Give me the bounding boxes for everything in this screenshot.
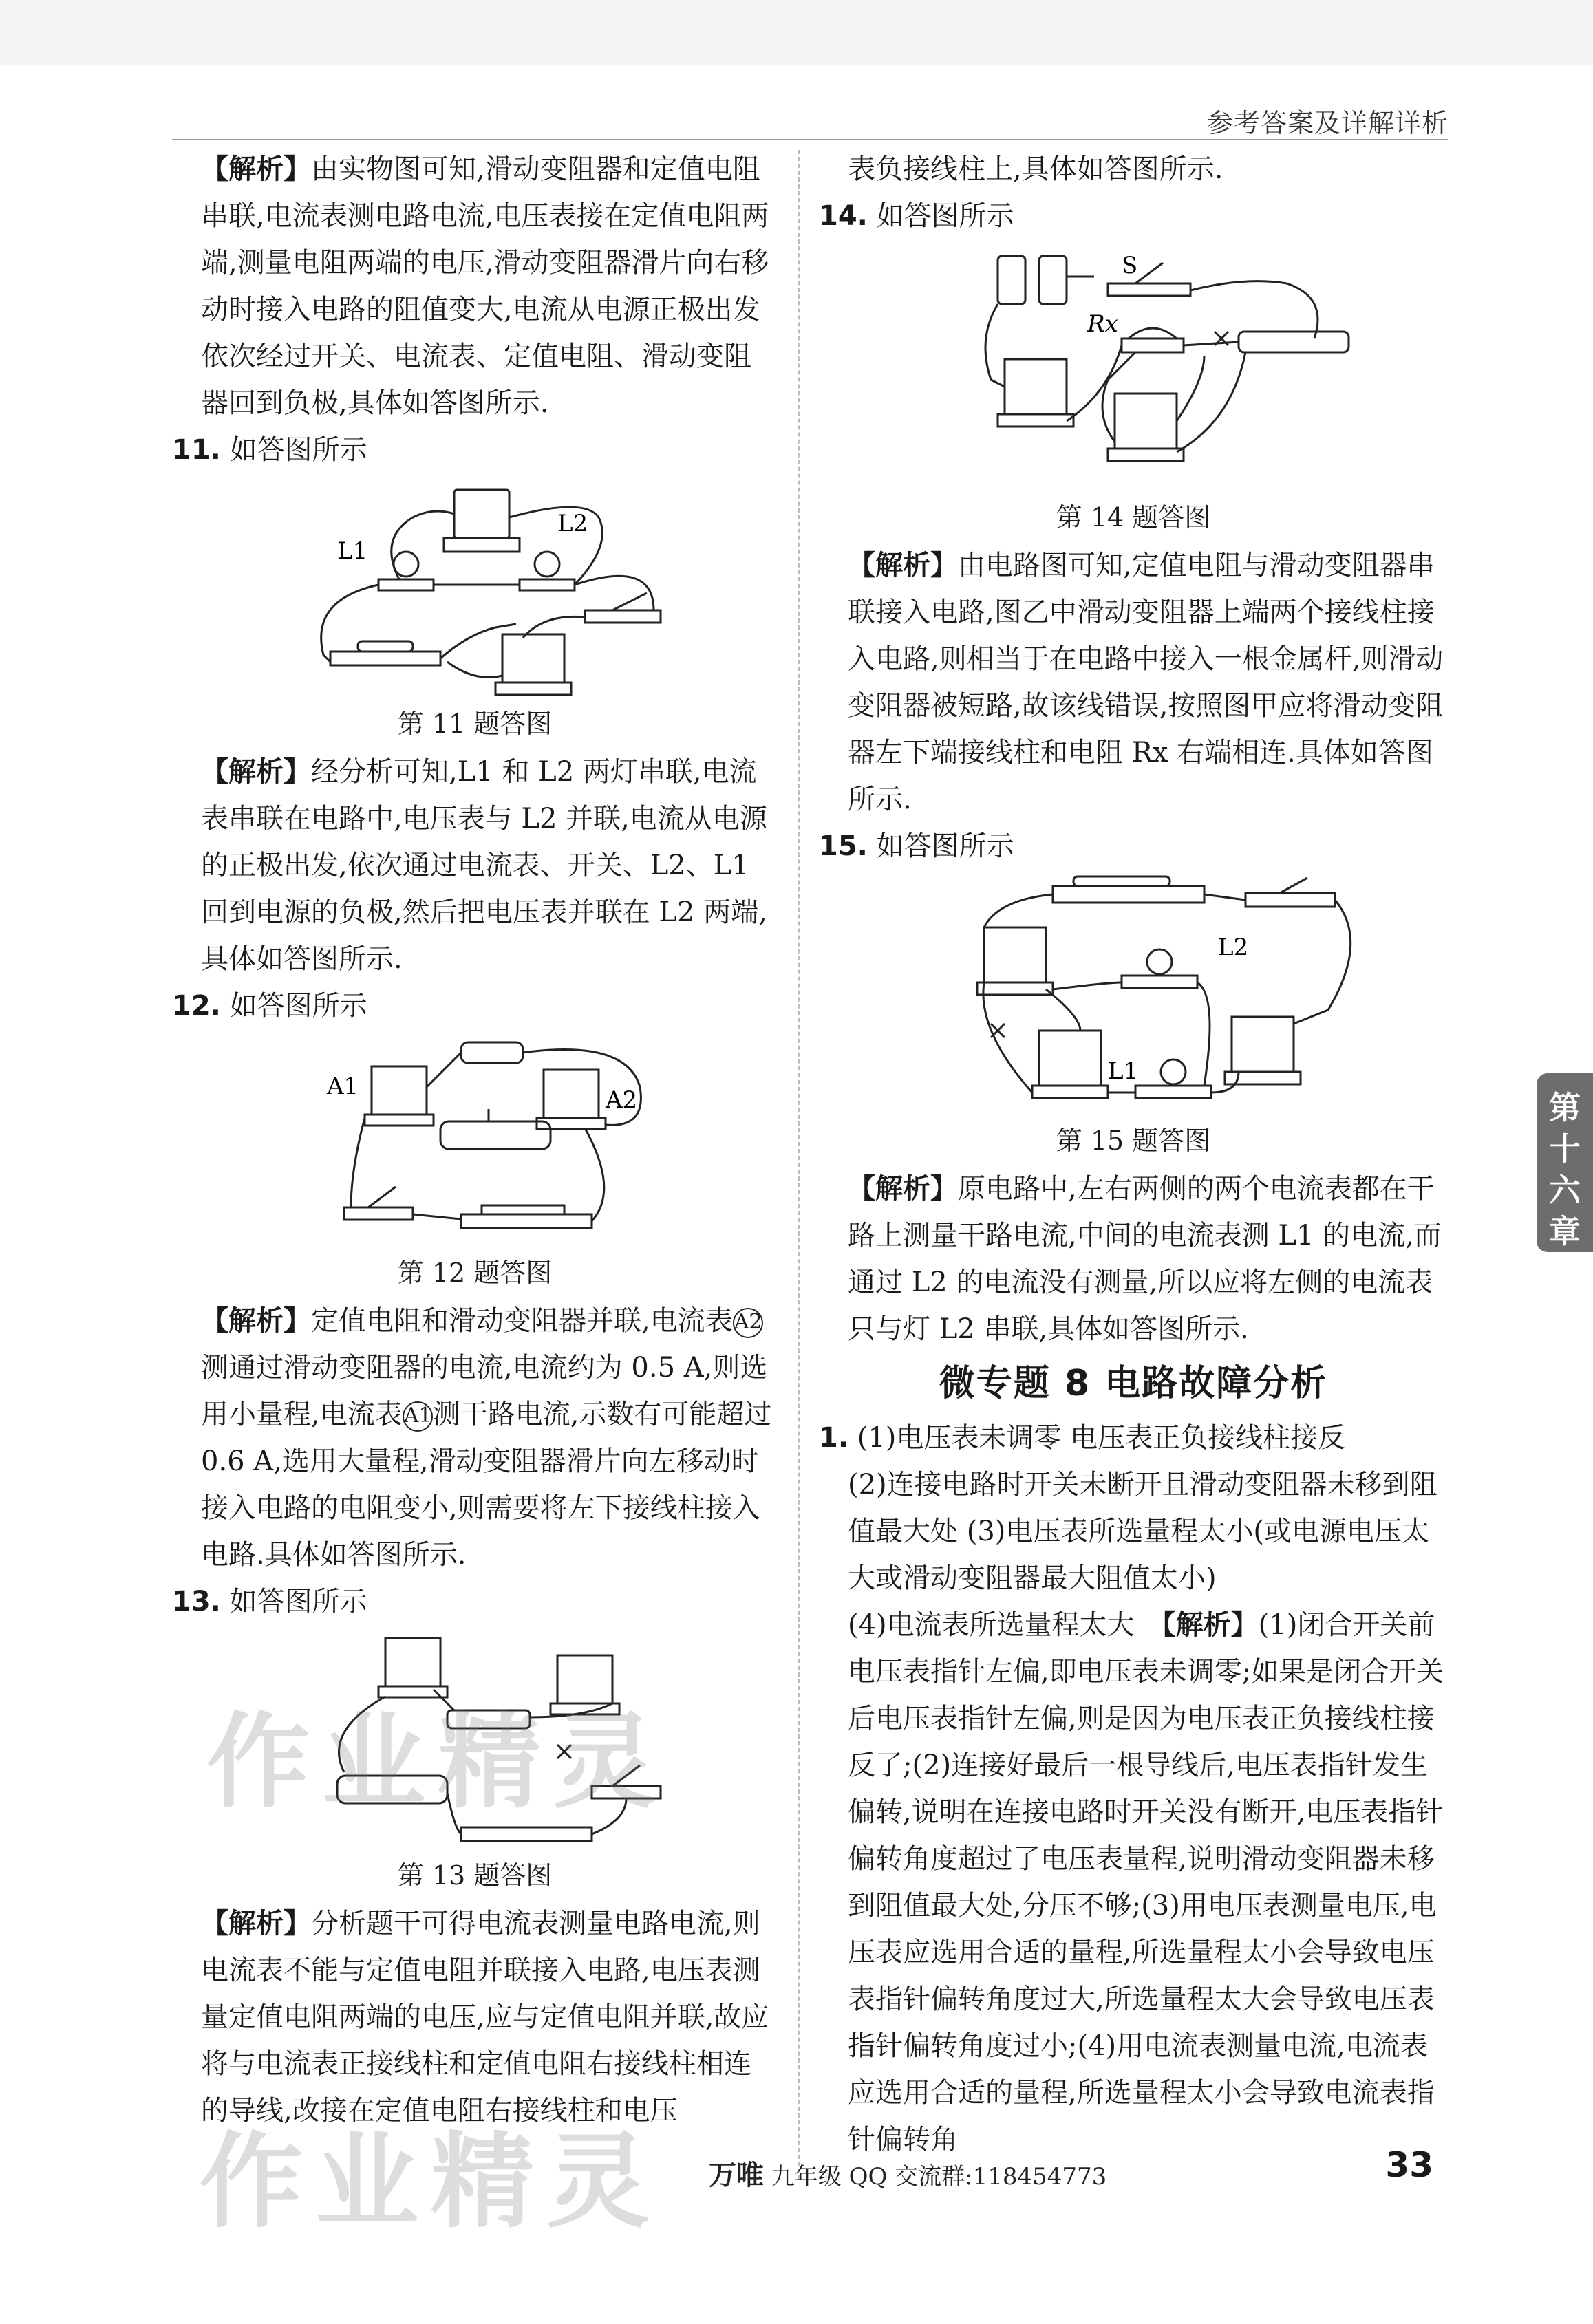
svg-text:L2: L2: [557, 510, 588, 537]
question-14: 14. 如答图所示: [819, 200, 1014, 232]
explanation-11: 【解析】经分析可知,L1 和 L2 两灯串联,电流表串联在电路中,电压表与 L2 并联,电流从电源的正极出发,依次通过电流表、开关、L2、L1 回到电源的负极,然后把电压表并联在 L2 两端,具体如答图所示.: [201, 756, 767, 975]
answer-1-part2: (2)连接电路时开关未断开且滑动变阻器未移到阻值最大处 (3)电压表所选量程太小(或电源电压太大或滑动变阻器最大阻值太小): [848, 1469, 1437, 1594]
explanation-14: 【解析】由电路图可知,定值电阻与滑动变阻器串联接入电路,图乙中滑动变阻器上端两个接线柱接入电路,则相当于在电路中接入一根金属杆,则滑动变阻器被短路,故该线错误,按照图甲应将滑动变阻器左下端接线柱和电阻 Rx 右端相连.具体如答图所示.: [848, 550, 1444, 815]
chapter-tab: 第十六章: [1537, 1073, 1593, 1252]
page-number: 33: [1385, 2145, 1433, 2185]
left-column: [172, 146, 778, 2134]
footer-text: 九年级 QQ 交流群:118454773: [771, 2163, 1107, 2191]
column-divider: [798, 150, 800, 2180]
watermark-top: 作业精灵: [206, 1703, 670, 1822]
answer-1-part4: (4)电流表所选量程太大 【解析】(1)闭合开关前电压表指针左偏,即电压表未调零;如果是闭合开关后电压表指针左偏,则是因为电压表正负接线柱接反了;(2)连接好最后一根导线后,电压表指针发生偏转,说明在连接电路时开关没有断开,电压表指针偏转角度超过了电压表量程,说明滑动变阻器未移到阻值最大处,分压不够;(3)用电压表测量电压,电压表应选用合适的量程,所选量程太小会导致电压表指针偏转角度过大,所选量程太大会导致电压表指针偏转角度过小;(4)用电流表测量电流,电流表应选用合适的量程,所选量程太小会导致电流表指针偏转角: [848, 1609, 1444, 2155]
question-13: 13. 如答图所示: [172, 1586, 367, 1617]
watermark-bottom: 作业精灵: [200, 2122, 663, 2242]
question-12: 12. 如答图所示: [172, 990, 367, 1022]
figure-13: [172, 1628, 778, 1855]
circuit-diagram-11: [172, 476, 778, 703]
caption-11: 第 11 题答图: [397, 709, 553, 739]
svg-text:Rx: Rx: [1087, 310, 1118, 338]
footer-brand: 万唯: [709, 2160, 764, 2191]
explanation-12: 【解析】定值电阻和滑动变阻器并联,电流表A2测通过滑动变阻器的电流,电流约为 0.5 A,则选用小量程,电流表A1测干路电流,示数有可能超过 0.6 A,选用大量程,滑动变阻器滑片向左移动时接入电路的电阻变小,则需要将左下接线柱接入电路.具体如答图所示.: [201, 1305, 772, 1571]
question-1: 1. (1)电压表未调零 电压表正负接线柱接反: [819, 1422, 1346, 1454]
figure-12: [172, 1032, 778, 1252]
explanation-13: 【解析】分析题干可得电流表测量电路电流,则电流表不能与定值电阻并联接入电路,电压表测量定值电阻两端的电压,应与定值电阻并联,故应将与电流表正接线柱和定值电阻右接线柱相连的导线,改接在定值电阻右接线柱和电压: [201, 1908, 769, 2127]
figure-11: [172, 476, 778, 703]
ammeter-a1-symbol: A1: [403, 1401, 433, 1432]
explanation-15: 【解析】原电路中,左右两侧的两个电流表都在干路上测量干路电流,中间的电流表测 L1 的电流,而通过 L2 的电流没有测量,所以应将左侧的电流表只与灯 L2 串联,具体如答图所示.: [848, 1173, 1442, 1345]
question-15: 15. 如答图所示: [819, 830, 1014, 862]
svg-text:L1: L1: [337, 537, 368, 565]
caption-13: 第 13 题答图: [397, 1860, 553, 1891]
figure-15: [819, 872, 1448, 1120]
right-column: [819, 146, 1448, 2163]
svg-text:A1: A1: [327, 1073, 359, 1100]
figure-14: [819, 242, 1448, 497]
circuit-diagram-14: [819, 242, 1448, 497]
caption-12: 第 12 题答图: [397, 1258, 553, 1288]
header-title: 参考答案及详解详析: [1206, 108, 1448, 138]
circuit-diagram-15: [819, 872, 1448, 1120]
header-rule: [172, 139, 1448, 140]
caption-15: 第 15 题答图: [1056, 1126, 1211, 1156]
section-title: 微专题 8 电路故障分析: [939, 1363, 1328, 1404]
circuit-diagram-12: [172, 1032, 778, 1252]
svg-text:L2: L2: [1218, 934, 1249, 961]
ammeter-a2-symbol: A2: [733, 1308, 763, 1338]
svg-text:A2: A2: [606, 1086, 638, 1114]
svg-text:S: S: [1122, 252, 1138, 279]
explanation-10: 【解析】由实物图可知,滑动变阻器和定值电阻串联,电流表测电路电流,电压表接在定值电阻两端,测量电阻两端的电压,滑动变阻器滑片向右移动时接入电路的阻值变大,电流从电源正极出发依次经过开关、电流表、定值电阻、滑动变阻器回到负极,具体如答图所示.: [201, 153, 769, 419]
explanation-13-continued: 表负接线柱上,具体如答图所示.: [848, 153, 1223, 185]
footer: [709, 2153, 1106, 2193]
question-11: 11. 如答图所示: [172, 434, 367, 466]
circuit-diagram-13: [172, 1628, 778, 1855]
caption-14: 第 14 题答图: [1056, 502, 1211, 532]
svg-text:L1: L1: [1108, 1057, 1139, 1085]
